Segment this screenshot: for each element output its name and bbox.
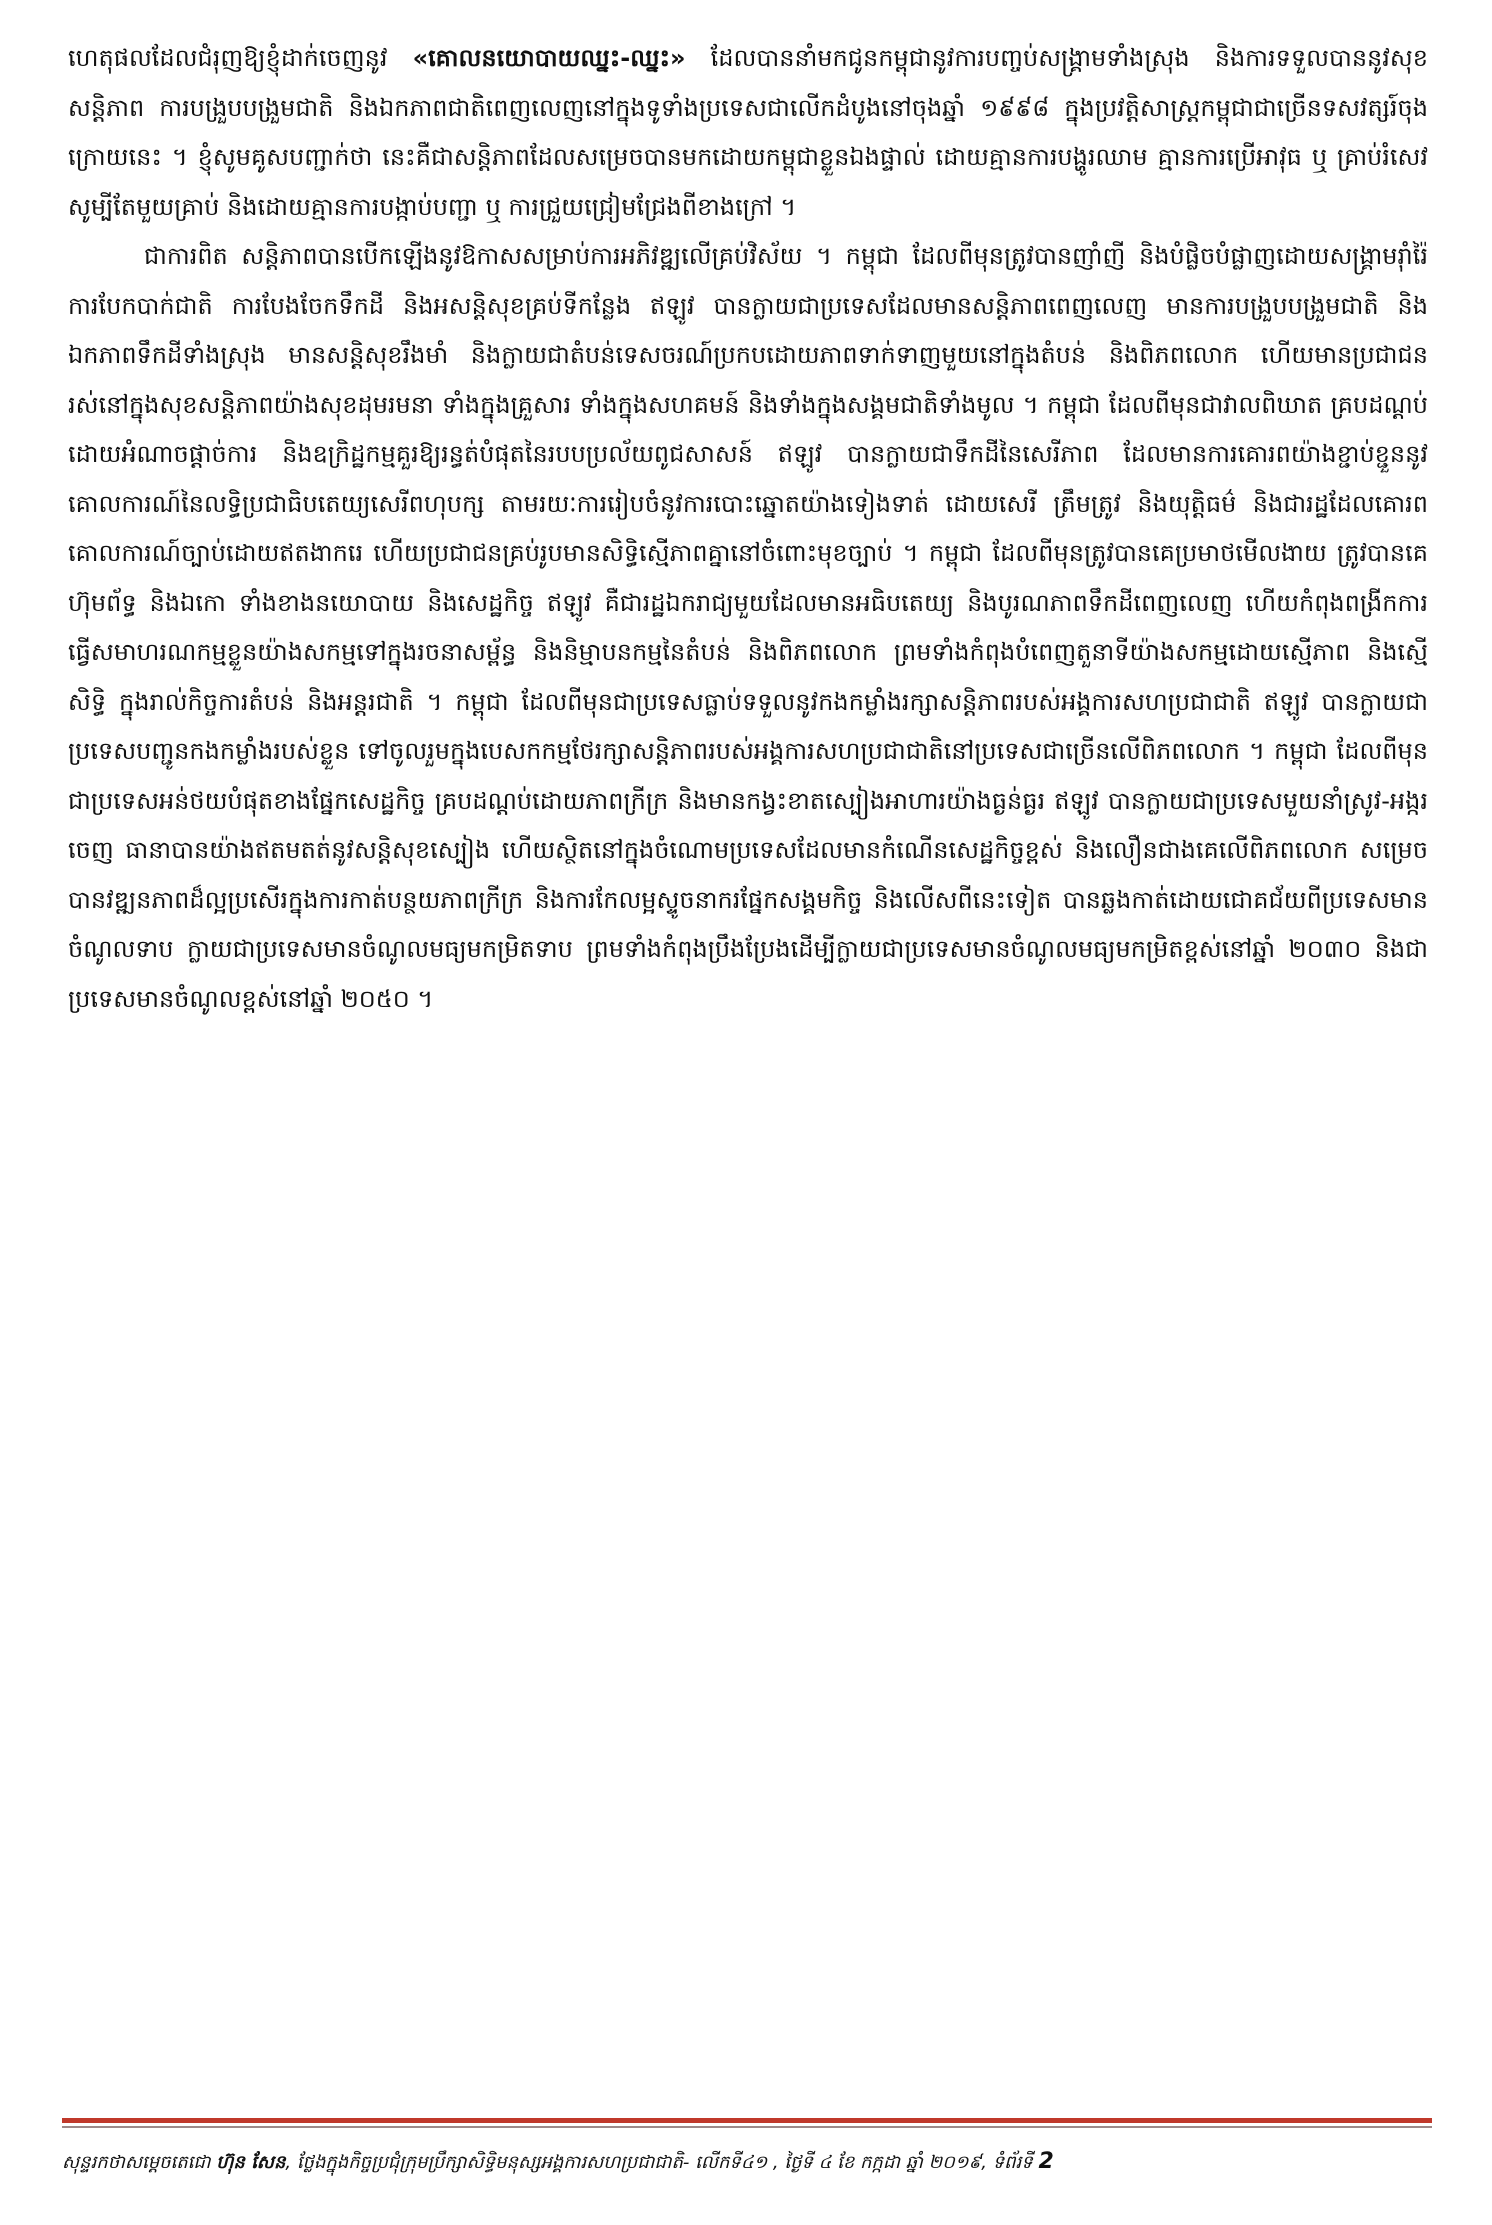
page-number: 2 [1038, 2149, 1054, 2174]
speech-body [68, 34, 1428, 1024]
paragraph-1-lead: ហេតុផលដែលជំរុញឱ្យខ្ញុំដាក់ចេញនូវ [68, 44, 413, 72]
page-footer [62, 2140, 1432, 2185]
paragraph-1 [68, 34, 1428, 232]
paragraph-1-rest: ដែលបាននាំមកជូនកម្ពុជានូវការបញ្ចប់សង្គ្រាមទាំងស្រុង និងការទទួលបាននូវសុខសន្តិភាព ការបង្រួបបង្រួមជាតិ និងឯកភាពជាតិពេញលេញនៅក្នុងទូទាំងប្រទេសជាលើកដំបូងនៅចុងឆ្នាំ ១៩៩៨ ក្នុងប្រវត្តិសាស្ត្រកម្ពុជាជាច្រើនទសវត្សរ៍ចុងក្រោយនេះ ។ ខ្ញុំសូមគូសបញ្ជាក់ថា នេះគឺជាសន្តិភាពដែលសម្រេចបានមកដោយកម្ពុជាខ្លួនឯងផ្ទាល់ ដោយគ្មានការបង្ហូរឈាម គ្មានការប្រើអាវុធ ឬ គ្រាប់រំសេវ សូម្បីតែមួយគ្រាប់ និងដោយគ្មានការបង្កាប់បញ្ជា ឬ ការជ្រួយជ្រៀមជ្រែងពីខាងក្រៅ ។ [68, 44, 1428, 221]
footer-caption-lead: សុន្ទរកថាសម្ដេចតេជោ [62, 2152, 217, 2173]
footer-rule-secondary [62, 2126, 1432, 2128]
footer-speaker-name: ហ៊ុន សែន [216, 2152, 286, 2173]
footer-caption-rest: , ថ្លែងក្នុងកិច្ចប្រជុំក្រុមប្រឹក្សាសិទ្ធិមនុស្សអង្គការសហប្រជាជាតិ- លើកទី៤១ , ថ្ងៃទី ៤ ខែ កក្កដា ឆ្នាំ ២០១៩, ទំព័រទី [285, 2152, 1039, 2173]
paragraph-2: ជាការពិត សន្តិភាពបានបើកឡើងនូវឱកាសសម្រាប់ការអភិវឌ្ឍលើគ្រប់វិស័យ ។ កម្ពុជា ដែលពីមុនត្រូវបានញាំញី និងបំផ្លិចបំផ្លាញដោយសង្គ្រាមរ៉ាំរ៉ៃ ការបែកបាក់ជាតិ ការបែងចែកទឹកដី និងអសន្តិសុខគ្រប់ទីកន្លែង ឥឡូវ បានក្លាយជាប្រទេសដែលមានសន្តិភាពពេញលេញ មានការបង្រួបបង្រួមជាតិ និងឯកភាពទឹកដីទាំងស្រុង មានសន្តិសុខរឹងមាំ និងក្លាយជាតំបន់ទេសចរណ៍ប្រកបដោយភាពទាក់ទាញមួយនៅក្នុងតំបន់ និងពិភពលោក ហើយមានប្រជាជនរស់នៅក្នុងសុខសន្តិភាពយ៉ាងសុខដុមរមនា ទាំងក្នុងគ្រួសារ ទាំងក្នុងសហគមន៍ និងទាំងក្នុងសង្គមជាតិទាំងមូល ។ កម្ពុជា ដែលពីមុនជាវាលពិឃាត គ្របដណ្ដប់ដោយអំណាចផ្ដាច់ការ និងឧក្រិដ្ឋកម្មគួរឱ្យរន្ធត់បំផុតនៃរបបប្រល័យពូជសាសន៍ ឥឡូវ បានក្លាយជាទឹកដីនៃសេរីភាព ដែលមានការគោរពយ៉ាងខ្ជាប់ខ្ជួននូវគោលការណ៍នៃលទ្ធិប្រជាធិបតេយ្យសេរីពហុបក្ស តាមរយៈការរៀបចំនូវការបោះឆ្នោតយ៉ាងទៀងទាត់ ដោយសេរី ត្រឹមត្រូវ និងយុត្តិធម៌ និងជារដ្ឋដែលគោរពគោលការណ៍ច្បាប់ដោយឥតងាករេ ហើយប្រជាជនគ្រប់រូបមានសិទ្ធិស្មើភាពគ្នានៅចំពោះមុខច្បាប់ ។ កម្ពុជា ដែលពីមុនត្រូវបានគេប្រមាថមើលងាយ ត្រូវបានគេហ៊ុមព័ទ្ធ និងឯកោ ទាំងខាងនយោបាយ និងសេដ្ឋកិច្ច ឥឡូវ គឺជារដ្ឋឯករាជ្យមួយដែលមានអធិបតេយ្យ និងបូរណភាពទឹកដីពេញលេញ ហើយកំពុងពង្រីកការធ្វើសមាហរណកម្មខ្លួនយ៉ាងសកម្មទៅក្នុងរចនាសម្ព័ន្ធ និងនិម្មាបនកម្មនៃតំបន់ និងពិភពលោក ព្រមទាំងកំពុងបំពេញតួនាទីយ៉ាងសកម្មដោយស្មើភាព និងស្មើសិទ្ធិ ក្នុងរាល់កិច្ចការតំបន់ និងអន្តរជាតិ ។ កម្ពុជា ដែលពីមុនជាប្រទេសធ្លាប់ទទួលនូវកងកម្លាំងរក្សាសន្តិភាពរបស់អង្គការសហប្រជាជាតិ ឥឡូវ បានក្លាយជាប្រទេសបញ្ជូនកងកម្លាំងរបស់ខ្លួន ទៅចូលរួមក្នុងបេសកកម្មថែរក្សាសន្តិភាពរបស់អង្គការសហប្រជាជាតិនៅប្រទេសជាច្រើនលើពិភពលោក ។ កម្ពុជា ដែលពីមុនជាប្រទេសអន់ថយបំផុតខាងផ្នែកសេដ្ឋកិច្ច គ្របដណ្ដប់ដោយភាពក្រីក្រ និងមានកង្វះខាតស្បៀងអាហារយ៉ាងធ្ងន់ធ្ងរ ឥឡូវ បានក្លាយជាប្រទេសមួយនាំស្រូវ-អង្ករចេញ ធានាបានយ៉ាងឥតមតត់នូវសន្តិសុខស្បៀង ហើយស្ថិតនៅក្នុងចំណោមប្រទេសដែលមានកំណើនសេដ្ឋកិច្ចខ្ពស់ និងលឿនជាងគេលើពិភពលោក សម្រេចបានវឌ្ឍនភាពដ៏ល្អប្រសើរក្នុងការកាត់បន្ថយភាពក្រីក្រ និងការកែលម្អស្ទូចនាករផ្នែកសង្គមកិច្ច និងលើសពីនេះទៀត បានឆ្លងកាត់ដោយជោគជ័យពីប្រទេសមានចំណូលទាប ក្លាយជាប្រទេសមានចំណូលមធ្យមកម្រិតទាប ព្រមទាំងកំពុងប្រឹងប្រែងដើម្បីក្លាយជាប្រទេសមានចំណូលមធ្យមកម្រិតខ្ពស់នៅឆ្នាំ ២០៣០ និងជាប្រទេសមានចំណូលខ្ពស់នៅឆ្នាំ ២០៥០ ។ [68, 242, 1428, 1013]
footer-rule-accent [62, 2118, 1432, 2123]
policy-name: «គោលនយោបាយឈ្នះ-ឈ្នះ» [412, 44, 686, 72]
